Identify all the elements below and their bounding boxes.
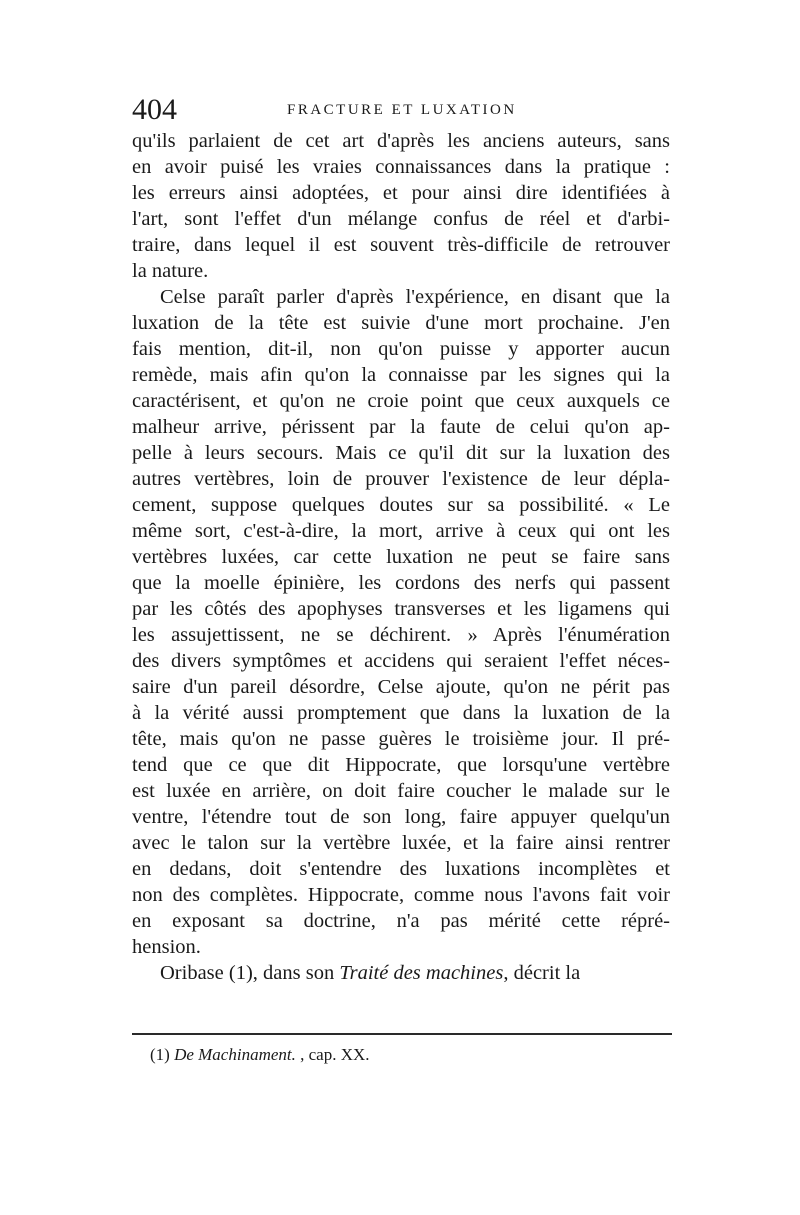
text-line: à la vérité aussi promptement que dans la luxation de la <box>132 702 670 724</box>
footnote <box>150 1043 370 1067</box>
text-line: luxation de la tête est suivie d'une mort prochaine. J'en <box>132 312 670 334</box>
text-line: non des complètes. Hippocrate, comme nous l'avons fait voir <box>132 884 670 906</box>
body-text <box>132 128 670 986</box>
text-line: l'art, sont l'effet d'un mélange confus de réel et d'arbi- <box>132 208 670 230</box>
text-line: par les côtés des apophyses transverses et les ligamens qui <box>132 598 670 620</box>
text-line: est luxée en arrière, on doit faire coucher le malade sur le <box>132 780 670 802</box>
text-line: fais mention, dit-il, non qu'on puisse y apporter aucun <box>132 338 670 360</box>
text-line: qu'ils parlaient de cet art d'après les anciens auteurs, sans <box>132 130 670 152</box>
text-line: même sort, c'est-à-dire, la mort, arrive à ceux qui ont les <box>132 520 670 542</box>
footnote-marker: (1) <box>150 1045 175 1064</box>
text-line: saire d'un pareil désordre, Celse ajoute, qu'on ne périt pas <box>132 676 670 698</box>
text-line: avec le talon sur la vertèbre luxée, et la faire ainsi rentrer <box>132 832 670 854</box>
text-line: en exposant sa doctrine, n'a pas mérité cette répré- <box>132 910 670 932</box>
text-line: les erreurs ainsi adoptées, et pour ainsi dire identifiées à <box>132 182 670 204</box>
text-line: la nature. <box>132 260 209 282</box>
text-line: tend que ce que dit Hippocrate, que lorsqu'une vertèbre <box>132 754 670 776</box>
text-line: remède, mais afin qu'on la connaisse par les signes qui la <box>132 364 670 386</box>
text-line: en avoir puisé les vraies connaissances dans la pratique : <box>132 156 670 178</box>
text-line: tête, mais qu'on ne passe guères le troisième jour. Il pré- <box>132 728 670 750</box>
footnote-rule <box>132 1033 672 1035</box>
book-title-italic: Traité des machines <box>339 962 504 984</box>
text-line: vertèbres luxées, car cette luxation ne peut se faire sans <box>132 546 670 568</box>
text-line: Celse paraît parler d'après l'expérience, en disant que la <box>160 286 670 308</box>
text-line: cement, suppose quelques doutes sur sa possibilité. « Le <box>132 494 670 516</box>
last-line-end: , décrit la <box>503 962 581 984</box>
footnote-reference: , cap. XX. <box>295 1045 370 1064</box>
text-line: que la moelle épinière, les cordons des nerfs qui passent <box>132 572 670 594</box>
last-line-start: Oribase (1), dans son <box>160 962 340 984</box>
page-number: 404 <box>132 93 177 126</box>
text-line: traire, dans lequel il est souvent très-difficile de retrouver <box>132 234 670 256</box>
footnote-source-italic: De Machinament. <box>174 1045 296 1064</box>
text-line-last <box>132 960 670 986</box>
text-line: ventre, l'étendre tout de son long, faire appuyer quelqu'un <box>132 806 670 828</box>
text-line: malheur arrive, périssent par la faute de celui qu'on ap- <box>132 416 670 438</box>
text-line: pelle à leurs secours. Mais ce qu'il dit sur la luxation des <box>132 442 670 464</box>
text-line: hension. <box>132 936 201 958</box>
page-header <box>132 92 670 128</box>
text-line: autres vertèbres, loin de prouver l'existence de leur dépla- <box>132 468 670 490</box>
text-line: les assujettissent, ne se déchirent. » Après l'énumération <box>132 624 670 646</box>
text-line: caractérisent, et qu'on ne croie point que ceux auxquels ce <box>132 390 670 412</box>
text-line: en dedans, doit s'entendre des luxations incomplètes et <box>132 858 670 880</box>
running-head: FRACTURE ET LUXATION <box>287 102 517 118</box>
text-line: des divers symptômes et accidens qui seraient l'effet néces- <box>132 650 670 672</box>
